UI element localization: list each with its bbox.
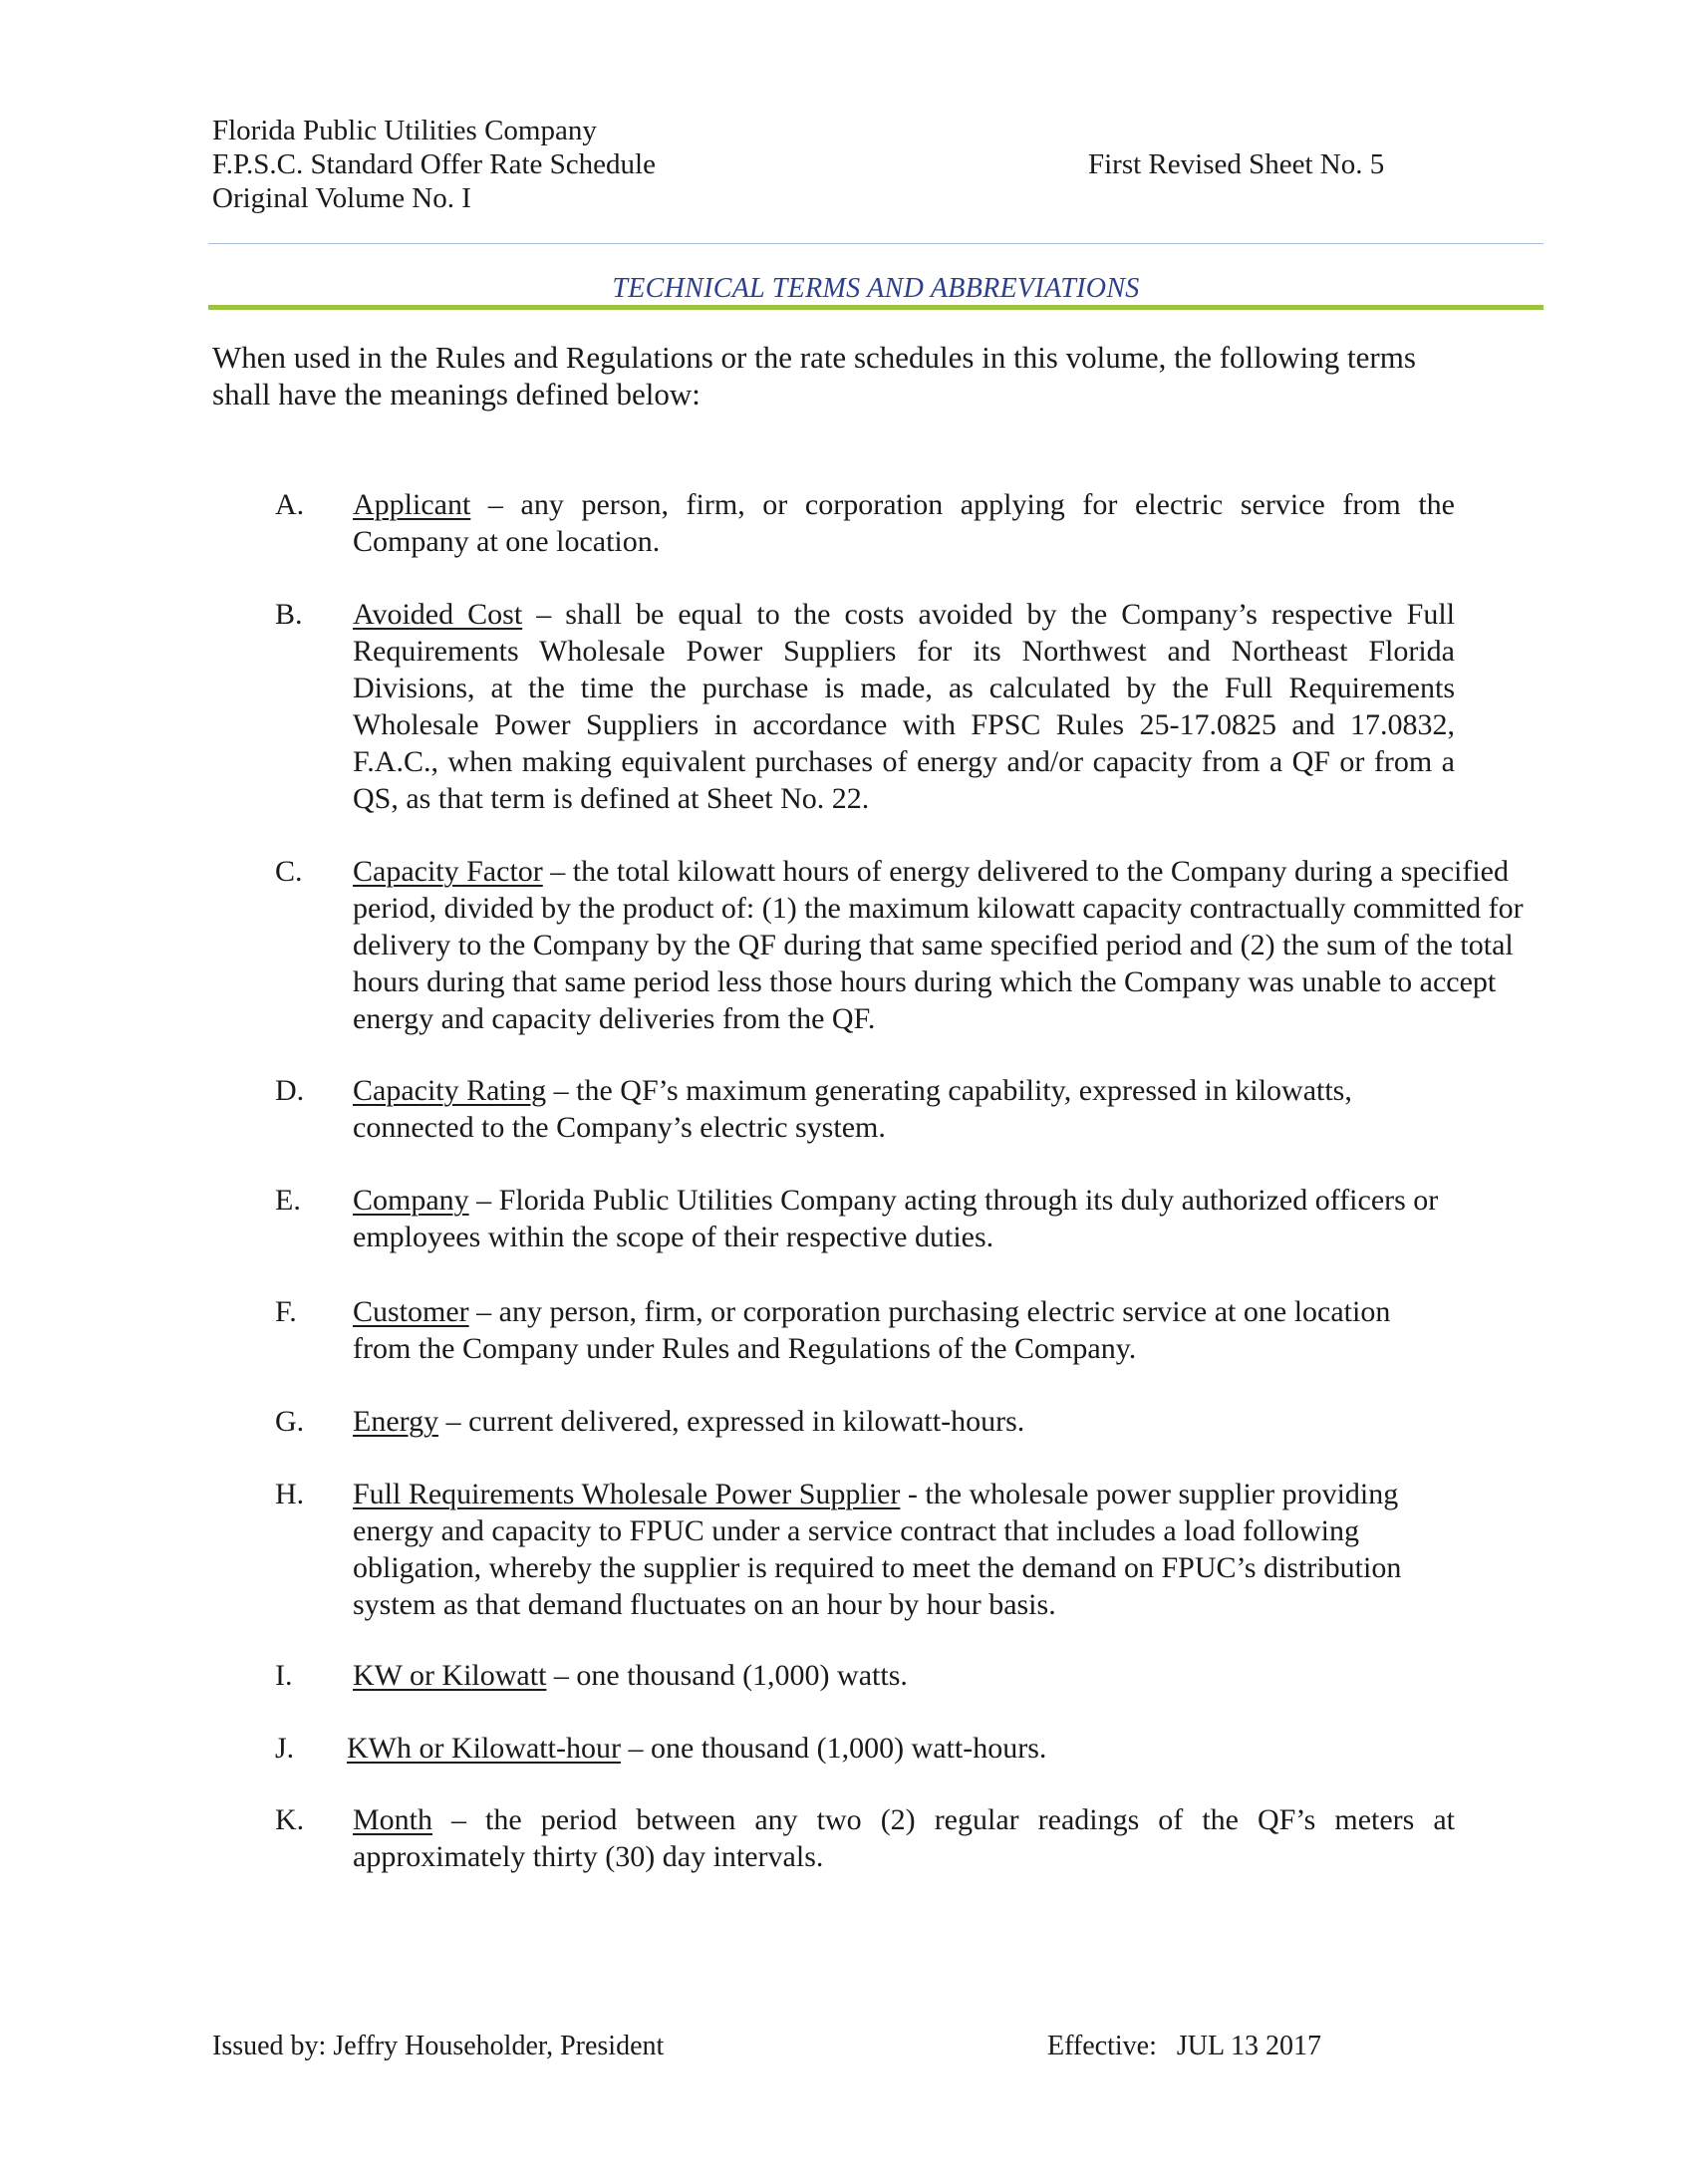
rate-schedule-name: F.P.S.C. Standard Offer Rate Schedule bbox=[212, 148, 656, 180]
section-title: TECHNICAL TERMS AND ABBREVIATIONS bbox=[612, 273, 1140, 304]
definition-text: – the QF’s maximum generating capability, expressed in kilowatts, connected to the Company’s electric system. bbox=[353, 1074, 1352, 1144]
definition-term: KW or Kilowatt bbox=[353, 1659, 547, 1692]
effective-label: Effective: bbox=[1047, 2031, 1157, 2061]
definition-body bbox=[353, 1476, 1459, 1623]
definition-letter: J. bbox=[275, 1732, 295, 1765]
definition-term: Applicant bbox=[353, 488, 471, 521]
definition-letter: B. bbox=[275, 598, 303, 631]
definition-term: Capacity Factor bbox=[353, 855, 543, 888]
effective-date-block bbox=[1047, 2031, 1321, 2062]
definition-text: – the period between any two (2) regular readings of the QF’s meters at approximately thirty (30) day intervals. bbox=[353, 1803, 1455, 1873]
definition-text: - the wholesale power supplier providing energy and capacity to FPUC under a service contract that includes a load following obligation, whereby the supplier is required to meet the demand on FPUC’s distribution system as that demand fluctuates on an hour by hour basis. bbox=[353, 1478, 1402, 1621]
definition-body bbox=[353, 1657, 1548, 1694]
definition-term: Capacity Rating bbox=[353, 1074, 547, 1107]
definition-text: – the total kilowatt hours of energy delivered to the Company during a specified period, divided by the product of: (1) the maximum kilowatt capacity contractually committed for delivery to the Company by the QF during that same specified period and (2) the sum of the total hours during that same period less those hours during which the Company was unable to accept energy and capacity deliveries from the QF. bbox=[353, 855, 1524, 1035]
definition-letter: F. bbox=[275, 1295, 297, 1328]
effective-date: JUL 13 2017 bbox=[1176, 2031, 1322, 2061]
definition-body bbox=[353, 1293, 1449, 1367]
header-left bbox=[212, 114, 656, 215]
title-divider bbox=[208, 305, 1544, 310]
definition-term: Customer bbox=[353, 1295, 469, 1328]
definition-letter: K. bbox=[275, 1803, 305, 1836]
definition-term: Full Requirements Wholesale Power Supplier bbox=[353, 1478, 901, 1510]
definition-body bbox=[353, 1403, 1548, 1440]
definition-body bbox=[353, 1182, 1519, 1255]
definition-text: – shall be equal to the costs avoided by the Company’s respective Full Requirements Wholesale Power Suppliers for its Northwest and Northeast Florida Divisions, at the time the purchase is made, as calculated by the Full Requirements Wholesale Power Suppliers in accordance with FPSC Rules 25-17.0825 and 17.0832, F.A.C., when making equivalent purchases of energy and/or capacity from a QF or from a QS, as that term is defined at Sheet No. 22. bbox=[353, 598, 1456, 815]
definition-letter: I. bbox=[275, 1659, 293, 1692]
definition-term: KWh or Kilowatt-hour bbox=[347, 1732, 621, 1765]
company-name: Florida Public Utilities Company bbox=[212, 115, 597, 146]
definition-text: – one thousand (1,000) watts. bbox=[546, 1659, 908, 1692]
definition-letter: A. bbox=[275, 488, 305, 521]
definition-term: Avoided Cost bbox=[353, 598, 523, 631]
definition-letter: D. bbox=[275, 1074, 305, 1107]
definition-letter: H. bbox=[275, 1478, 305, 1510]
definition-term: Energy bbox=[353, 1405, 439, 1438]
definition-text: – any person, firm, or corporation purchasing electric service at one location from the Company under Rules and Regulations of the Company. bbox=[353, 1295, 1391, 1365]
definition-text: – current delivered, expressed in kilowatt-hours. bbox=[438, 1405, 1025, 1438]
sheet-number: First Revised Sheet No. 5 bbox=[1088, 148, 1385, 180]
definition-term: Company bbox=[353, 1184, 469, 1217]
header-divider bbox=[208, 243, 1544, 244]
definition-body bbox=[353, 1072, 1429, 1146]
definition-body bbox=[347, 1730, 1543, 1767]
definition-letter: G. bbox=[275, 1405, 305, 1438]
definition-letter: E. bbox=[275, 1184, 301, 1217]
definition-text: – any person, firm, or corporation applying for electric service from the Company at one location. bbox=[353, 488, 1455, 558]
definition-text: – one thousand (1,000) watt-hours. bbox=[620, 1732, 1047, 1765]
definition-letter: C. bbox=[275, 855, 303, 888]
definition-body bbox=[353, 1801, 1455, 1875]
issued-by: Issued by: Jeffry Householder, President bbox=[212, 2031, 665, 2061]
definition-body bbox=[353, 596, 1455, 817]
volume-number: Original Volume No. I bbox=[212, 182, 471, 214]
intro-paragraph: When used in the Rules and Regulations or the rate schedules in this volume, the following terms shall have the meanings defined below: bbox=[212, 340, 1416, 411]
definition-body bbox=[353, 853, 1548, 1037]
definition-term: Month bbox=[353, 1803, 433, 1836]
definition-text: – Florida Public Utilities Company acting through its duly authorized officers or employees within the scope of their respective duties. bbox=[353, 1184, 1439, 1253]
definition-body bbox=[353, 486, 1455, 560]
